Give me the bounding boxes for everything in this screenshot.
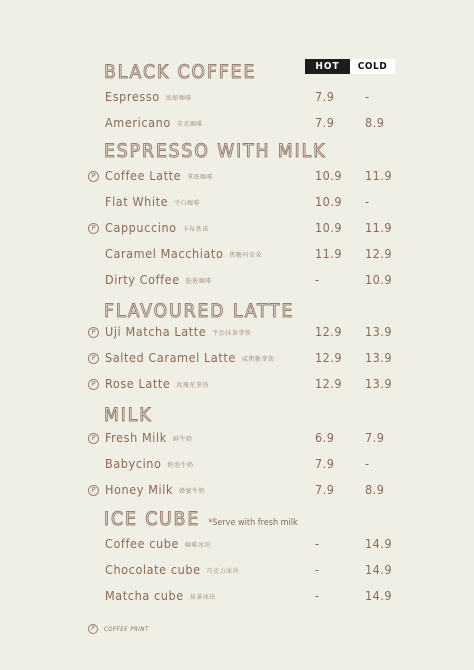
item-chinese-name: 巧克力冰块 <box>206 568 240 575</box>
cold-price: 13.9 <box>365 350 393 365</box>
hot-price: 11.9 <box>315 246 343 261</box>
item-name: Flat White 平白咖啡 <box>105 194 201 209</box>
item-name: Caramel Macchiato 焦糖玛奇朵 <box>105 246 262 261</box>
cold-price: - <box>365 89 370 104</box>
section-title-milk: MILK <box>104 404 153 426</box>
item-chinese-name: 蜂蜜牛奶 <box>179 488 206 495</box>
cold-price: 13.9 <box>365 376 393 391</box>
menu-item-coffee-latte <box>0 168 474 188</box>
hot-price: 10.9 <box>315 220 343 235</box>
hot-price: 7.9 <box>315 482 335 497</box>
coffee-print-icon: P <box>88 171 99 182</box>
item-chinese-name: 浓缩咖啡 <box>165 95 192 102</box>
menu-item-matcha-cube <box>0 588 474 608</box>
section-title-ice-cube: ICE CUBE *Serve with fresh milk <box>104 508 298 530</box>
hot-price: 10.9 <box>315 194 343 209</box>
menu-item-caramel-macchiato <box>0 246 474 266</box>
coffee-print-icon: P <box>88 624 98 634</box>
item-name: Rose Latte 玫瑰花拿铁 <box>105 376 209 391</box>
cold-price: 10.9 <box>365 272 393 287</box>
coffee-print-icon: P <box>88 433 99 444</box>
hot-price: 7.9 <box>315 89 335 104</box>
menu-item-dirty-coffee <box>0 272 474 292</box>
item-name: Americano 美式咖啡 <box>105 115 203 130</box>
cold-price: 11.9 <box>365 168 393 183</box>
hot-price: - <box>315 588 320 603</box>
item-name: Coffee Latte 拿铁咖啡 <box>105 168 214 183</box>
item-chinese-name: 咖啡冰块 <box>185 542 212 549</box>
hot-price: - <box>315 562 320 577</box>
cold-price: 8.9 <box>365 482 385 497</box>
hot-price: 12.9 <box>315 376 343 391</box>
item-name: Salted Caramel Latte 咸焦糖拿铁 <box>105 350 275 365</box>
cold-price: - <box>365 194 370 209</box>
item-chinese-name: 平白咖啡 <box>174 200 201 207</box>
cold-price: 14.9 <box>365 536 393 551</box>
item-chinese-name: 卡布基诺 <box>182 226 209 233</box>
hot-price: 6.9 <box>315 430 335 445</box>
hot-price: - <box>315 536 320 551</box>
item-name: Matcha cube 抹茶冰块 <box>105 588 216 603</box>
item-chinese-name: 奶泡牛奶 <box>167 462 194 469</box>
cold-price: - <box>365 456 370 471</box>
hot-price: 7.9 <box>315 456 335 471</box>
footer-legend <box>88 623 149 635</box>
coffee-print-icon: P <box>88 223 99 234</box>
coffee-print-icon: P <box>88 327 99 338</box>
cold-price: 8.9 <box>365 115 385 130</box>
hot-price: 12.9 <box>315 350 343 365</box>
section-note: *Serve with fresh milk <box>208 518 298 528</box>
hot-price: 7.9 <box>315 115 335 130</box>
hot-price: 12.9 <box>315 324 343 339</box>
menu-item-babycino <box>0 456 474 476</box>
temperature-header <box>305 59 395 74</box>
menu-item-espresso <box>0 89 474 109</box>
coffee-print-icon: P <box>88 353 99 364</box>
item-chinese-name: 鲜牛奶 <box>172 436 193 443</box>
cold-price: 14.9 <box>365 562 393 577</box>
coffee-print-icon: P <box>88 379 99 390</box>
item-chinese-name: 玫瑰花拿铁 <box>176 382 209 389</box>
cold-price: 11.9 <box>365 220 393 235</box>
section-title-espresso-with-milk: ESPRESSO WITH MILK <box>104 140 327 162</box>
item-name: Fresh Milk 鲜牛奶 <box>105 430 193 445</box>
cold-price: 14.9 <box>365 588 393 603</box>
item-chinese-name: 脏脏咖啡 <box>185 278 212 285</box>
menu-item-coffee-cube <box>0 536 474 556</box>
item-chinese-name: 美式咖啡 <box>176 121 203 128</box>
menu-item-salted-caramel-latte <box>0 350 474 370</box>
item-name: Coffee cube 咖啡冰块 <box>105 536 212 551</box>
cold-price: 7.9 <box>365 430 385 445</box>
section-title-flavoured-latte: FLAVOURED LATTE <box>104 300 295 322</box>
item-chinese-name: 咸焦糖拿铁 <box>241 356 275 363</box>
hot-column-label: HOT <box>305 59 350 74</box>
item-chinese-name: 焦糖玛奇朵 <box>229 252 262 259</box>
item-name: Babycino 奶泡牛奶 <box>105 456 194 471</box>
item-chinese-name: 抹茶冰块 <box>189 594 216 601</box>
item-name: Uji Matcha Latte 宇治抹茶拿铁 <box>105 324 252 339</box>
hot-price: - <box>315 272 320 287</box>
menu-item-americano <box>0 115 474 135</box>
menu-item-rose-latte <box>0 376 474 396</box>
hot-price: 10.9 <box>315 168 343 183</box>
item-chinese-name: 拿铁咖啡 <box>187 174 214 181</box>
item-name: Cappuccino 卡布基诺 <box>105 220 209 235</box>
menu-item-cappuccino <box>0 220 474 240</box>
menu-item-chocolate-cube <box>0 562 474 582</box>
footer-legend-text: COFFEE PRINT <box>104 625 149 633</box>
section-title-black-coffee: BLACK COFFEE <box>104 61 257 83</box>
coffee-print-icon: P <box>88 485 99 496</box>
menu-item-honey-milk <box>0 482 474 502</box>
item-name: Chocolate cube 巧克力冰块 <box>105 562 240 577</box>
cold-price: 13.9 <box>365 324 393 339</box>
menu-item-fresh-milk <box>0 430 474 450</box>
item-name: Honey Milk 蜂蜜牛奶 <box>105 482 206 497</box>
item-name: Espresso 浓缩咖啡 <box>105 89 192 104</box>
item-chinese-name: 宇治抹茶拿铁 <box>212 330 252 337</box>
menu-item-uji-matcha-latte <box>0 324 474 344</box>
item-name: Dirty Coffee 脏脏咖啡 <box>105 272 212 287</box>
cold-price: 12.9 <box>365 246 393 261</box>
cold-column-label: COLD <box>350 59 395 74</box>
menu-item-flat-white <box>0 194 474 214</box>
